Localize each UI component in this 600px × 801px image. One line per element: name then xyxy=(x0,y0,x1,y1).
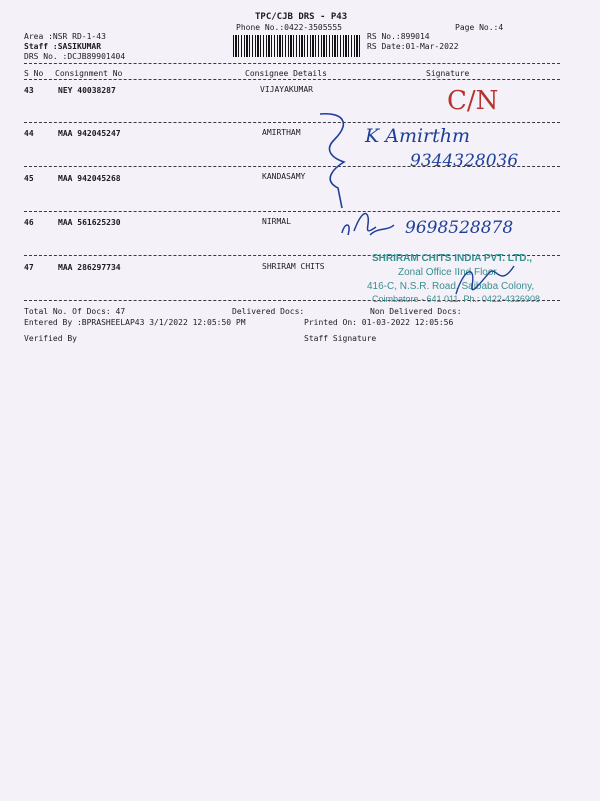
stamp-line: Coimbatore - 641 011. Ph.: 0422-4326908 xyxy=(372,294,540,304)
stamp-line: SHRIRAM CHITS INDIA PVT. LTD., xyxy=(372,253,532,264)
drs-number: DRS No. :DCJB89901404 xyxy=(24,52,126,61)
divider xyxy=(24,122,560,123)
row-sno: 46 xyxy=(24,218,34,227)
divider xyxy=(24,211,560,212)
row-consignment-no: NEY 40038287 xyxy=(58,86,116,95)
handwritten-initials-icon xyxy=(338,205,398,245)
column-header-signature: Signature xyxy=(426,69,470,78)
page-number: Page No.:4 xyxy=(455,23,504,32)
rs-date: RS Date:01-Mar-2022 xyxy=(367,42,459,51)
row-consignee: AMIRTHAM xyxy=(262,128,301,137)
handwritten-signature: K Amirthm xyxy=(365,125,471,147)
divider xyxy=(24,79,560,80)
handwritten-phone: 9698528878 xyxy=(405,218,514,238)
row-sno: 44 xyxy=(24,129,34,138)
row-sno: 43 xyxy=(24,86,34,95)
printed-on: Printed On: 01-03-2022 12:05:56 xyxy=(304,318,454,327)
row-consignment-no: MAA 561625230 xyxy=(58,218,121,227)
rs-number: RS No.:899014 xyxy=(367,32,430,41)
row-consignee: VIJAYAKUMAR xyxy=(260,85,313,94)
non-delivered-docs: Non Delivered Docs: xyxy=(370,307,462,316)
row-sno: 45 xyxy=(24,174,34,183)
row-consignment-no: MAA 286297734 xyxy=(58,263,121,272)
row-consignee: NIRMAL xyxy=(262,217,291,226)
column-header-sno: S No xyxy=(24,69,44,78)
staff-label: Staff :SASIKUMAR xyxy=(24,42,102,51)
column-header-consignment: Consignment No xyxy=(55,69,123,78)
row-consignment-no: MAA 942045268 xyxy=(58,174,121,183)
handwritten-phone: 9344328036 xyxy=(410,151,519,171)
stamp-line: Zonal Office IInd Floor xyxy=(398,267,497,278)
row-consignee: SHRIRAM CHITS xyxy=(262,262,325,271)
area-label: Area :NSR RD-1-43 xyxy=(24,32,106,41)
row-consignment-no: MAA 942045247 xyxy=(58,129,121,138)
row-consignee: KANDASAMY xyxy=(262,172,306,181)
phone-number: Phone No.:0422-3505555 xyxy=(236,23,342,32)
barcode xyxy=(233,35,360,57)
staff-signature: Staff Signature xyxy=(304,334,377,343)
entered-by: Entered By :BPRASHEELAP43 3/1/2022 12:05:50 PM xyxy=(24,318,246,327)
handwritten-cn-mark: C/N xyxy=(447,86,499,116)
row-sno: 47 xyxy=(24,263,34,272)
handwritten-bracket-icon xyxy=(312,110,367,210)
document-title: TPC/CJB DRS - P43 xyxy=(255,12,348,22)
stamp-signature-icon xyxy=(450,258,520,303)
delivered-docs: Delivered Docs: xyxy=(232,307,305,316)
stamp-line: 416-C, N.S.R. Road, Saibaba Colony, xyxy=(367,281,535,292)
divider xyxy=(24,63,560,64)
verified-by: Verified By xyxy=(24,334,77,343)
column-header-consignee: Consignee Details xyxy=(245,69,327,78)
total-docs: Total No. Of Docs: 47 xyxy=(24,307,126,316)
